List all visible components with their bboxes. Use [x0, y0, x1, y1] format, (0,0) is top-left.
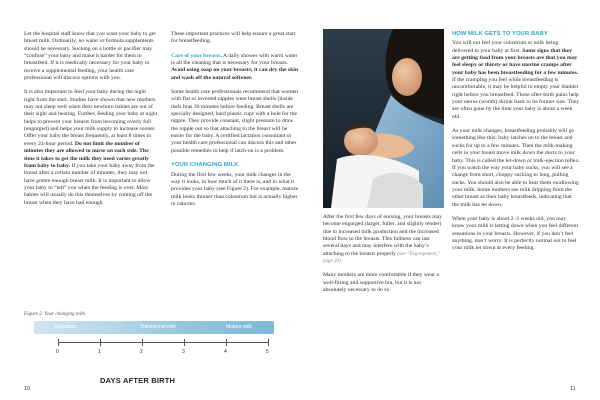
text: You will not feel your colostrum or milk being delivered to your baby at first.: [452, 40, 559, 54]
subheading: Care of your breasts.: [171, 52, 222, 59]
axis-tick: [100, 339, 101, 346]
segment-label-mature: Mature milk: [226, 324, 252, 330]
right-column-3: [323, 214, 444, 301]
figure-caption: Figure 2. Your changing milk.: [24, 311, 87, 317]
tick-label: 5: [266, 349, 269, 355]
cross-reference: (see “Engorgement,” page 30).: [323, 251, 441, 265]
bold-text: Avoid using soap on your breasts; it can dry the skin and wash off the natural softener.: [171, 67, 299, 81]
axis-tick: [58, 339, 59, 346]
tick-label: 0: [56, 349, 59, 355]
section-heading: YOUR CHANGING MILK: [171, 162, 239, 169]
text: After the first few days of nursing, your breasts may become engorged (larger, fuller, and slightly tender) due to increased milk production and the increased blood flow to the breasts. This fullness can last several days and may interfere with the baby’s attaching to the breasts properly: [323, 214, 443, 257]
left-column-1: [24, 31, 158, 214]
paragraph: Many mothers are more comfortable if they wear a well-fitting and supportive bra, but it is not absolutely necessary to do so.: [323, 272, 439, 294]
tick-label: 4: [224, 349, 227, 355]
milk-gradient-bar: [34, 321, 274, 334]
bold-text: Do not limit the number of minutes they are allowed to nurse on each side. The time it takes to get the milk they need varies greatly from baby to baby.: [24, 140, 149, 169]
paragraph: When your baby is about 2–3 weeks old, you may know your milk is letting down when you feel different sensations in your breasts. However, if you don’t feel anything, don’t worry. It is perfectly normal not to feel your milk let down at every feeding.: [452, 215, 579, 252]
text: If you take your baby away from the breast after a certain number of minutes, they may not have gotten enough breast milk. It is important to allow your baby to “tell” you when the feeding is over. Most babies will usually do this themselves by coming off the breast when they have had enough.: [24, 162, 155, 206]
axis-tick: [142, 339, 143, 346]
text: If the cramping you feel while breastfeeding is uncomfortable, it may be helpful to empty your bladder right before you breastfeed. These after-birth pains help your uterus (womb) shrink back to its former size. They are often gone by the time your baby is about a week old.: [452, 77, 580, 120]
paragraph: During the first few weeks, your milk changes in the way it looks, in how much of it there is, and in what it provides your baby (see Figure 2). For example, mature milk looks thinner than colostrum but is actually higher in calories.: [171, 171, 298, 207]
text: It is also important to feed your baby during the night right from the start. Studies have shown that new mothers may not sleep well when their newborn babies are out of their sight and hearing. Further, feeding your baby at night helps to prevent your breasts from becoming overly full (engorged) and helps your milk supply to increase sooner. Offer your baby the breast frequently, at least 8 times in every 24-hour period.: [24, 89, 158, 147]
tick-label: 2: [140, 349, 143, 355]
page-number-left: 10: [24, 386, 31, 392]
text: A daily shower with warm water is all the cleaning that is necessary for your breasts.: [171, 52, 298, 67]
axis-tick: [184, 339, 185, 346]
axis-title: DAYS AFTER BIRTH: [100, 376, 176, 385]
segment-label-transitional: Transitional milk: [140, 324, 176, 330]
bold-text: Some signs that they are getting food from your breasts are that you may feel sleepy or thirsty or have uterine cramps after your baby has been breastfeeding for a few minutes.: [452, 47, 579, 76]
milk-timeline-figure: [24, 321, 280, 371]
left-column-2: [171, 31, 301, 215]
segment-label-colostrum: Colostrum: [54, 324, 77, 330]
photo-illustration: [323, 29, 444, 208]
page-number-right: 11: [570, 386, 576, 392]
paragraph: [323, 214, 444, 265]
paragraph: These important practices will help ensure a great start for breastfeeding.: [171, 31, 296, 45]
paragraph: [24, 89, 158, 207]
days-axis: [58, 342, 268, 343]
paragraph: Let the hospital staff know that you want your baby to get breast milk. Ordinarily, no water or formula supplements should be necessary. Sucking on a bottle or pacifier may “confuse” your baby and make it harder for them to breastfeed. If it is medically necessary for your baby to receive a supplemental feeding, your health care professional will discuss options with you.: [24, 31, 156, 82]
paragraph: [171, 53, 301, 82]
paragraph: As your milk changes, breastfeeding probably will go something like this: baby latches on to the breast and sucks for up to a few minutes. Then the milk-making cells in your breast move milk down the ducts to your baby. This is called the let-down or milk-ejection reflex. If you watch the way your baby sucks, you will see a change from short, choppy sucking to long, pulling sucks. You should also be able to hear them swallowing your milk. Some mothers see milk dripping from the other breast as their baby breastfeeds, indicating that the milk has let down.: [452, 128, 580, 208]
section-heading: HOW MILK GETS TO YOUR BABY: [452, 31, 548, 37]
paragraph: [452, 40, 580, 121]
axis-tick: [226, 339, 227, 346]
right-column-4: [452, 31, 580, 260]
axis-tick: [268, 339, 269, 346]
paragraph: Some health care professionals recommend that women with flat or inverted nipples wear breast shells (inside their bras 30 minutes before feeding. Breast shells are specially designed, hard plastic cups with a hole for the nipple. They provide constant, slight pressure to draw the nipple out so that attaching to the breast will be easier for the baby. A certified lactation consultant or your health care professional can discuss this and other possible remedies to help if latch-on is a problem.: [171, 89, 298, 154]
tick-label: 3: [182, 349, 185, 355]
tick-label: 1: [98, 349, 101, 355]
mother-breastfeeding-photo: [323, 29, 444, 208]
